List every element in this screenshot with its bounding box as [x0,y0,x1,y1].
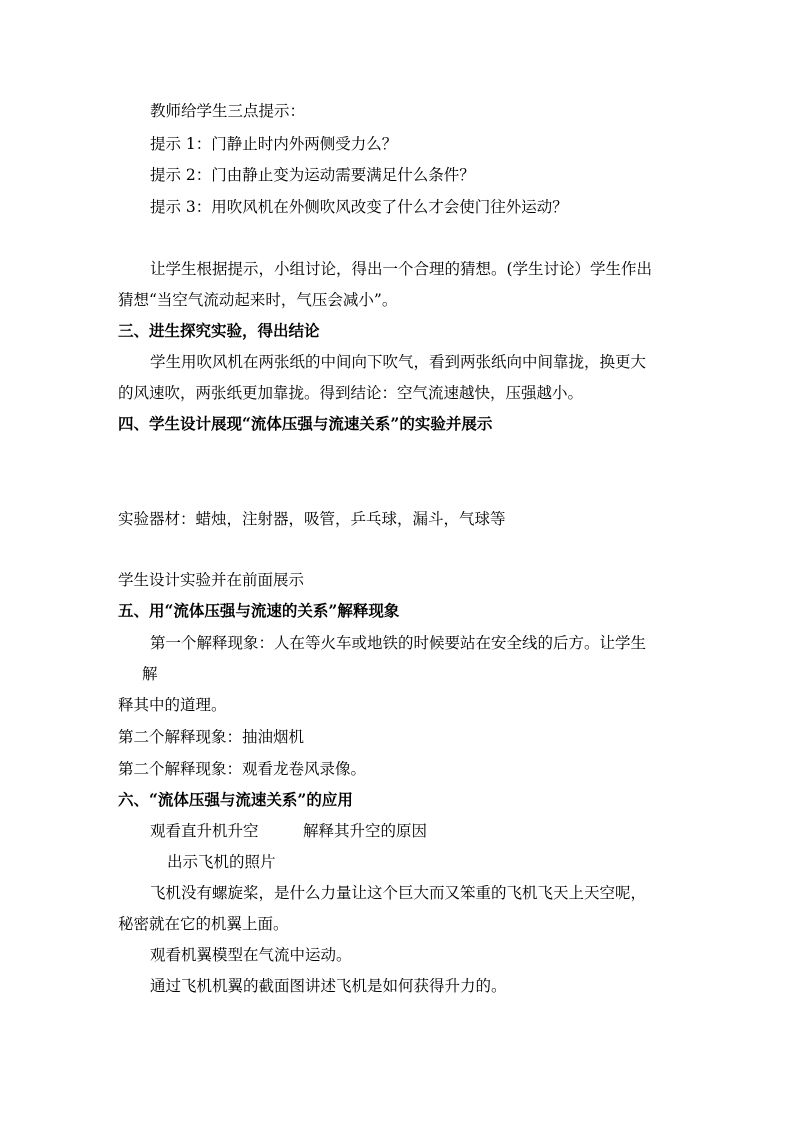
phenomenon-1-line-1: 第一个解释现象：人在等火车或地铁的时候要站在安全线的后方。让学生 [150,634,647,652]
application-1-left: 观看直升机升空 [150,822,259,840]
phenomenon-1-line-3: 释其中的道理。 [118,696,227,714]
tip-2: 提示 2：门由静止变为运动需要满足什么条件？ [150,166,475,184]
phenomenon-3-line: 第二个解释现象：观看龙卷风录像。 [118,760,367,778]
section-heading-5: 五、用“流体压强与流速的关系”解释现象 [118,601,400,620]
application-2-line: 出示飞机的照片 [167,853,276,871]
tip-1: 提示 1：门静止时内外两侧受力么？ [150,135,398,153]
application-3-line-2: 秘密就在它的机翼上面。 [118,915,289,933]
application-1-right: 解释其升空的原因 [303,822,428,840]
section-heading-6: 六、“流体压强与流速关系”的应用 [118,790,353,809]
experiment-line-2: 的风速吹，两张纸更加靠拢。得到结论：空气流速越快，压强越小。 [118,384,584,402]
phenomenon-2-line: 第二个解释现象：抽油烟机 [118,728,305,746]
experiment-line-1: 学生用吹风机在两张纸的中间向下吹气，看到两张纸向中间靠拢，换更大 [150,353,647,371]
application-5-line: 通过飞机机翼的截面图讲述飞机是如何获得升力的。 [150,977,507,995]
phenomenon-1-line-2: 解 [142,665,158,683]
section-heading-4: 四、学生设计展现“流体压强与流速关系”的实验并展示 [118,414,493,433]
tips-intro: 教师给学生三点提示： [150,102,306,120]
discussion-line-2: 猜想“当空气流动起来时，气压会减小”。 [118,291,398,309]
tip-3: 提示 3：用吹风机在外侧吹风改变了什么才会使门往外运动？ [150,198,568,216]
design-line: 学生设计实验并在前面展示 [118,571,305,589]
application-4-line: 观看机翼模型在气流中运动。 [150,946,352,964]
application-3-line-1: 飞机没有螺旋桨，是什么力量让这个巨大而又笨重的飞机飞天上天空呢， [150,884,647,902]
discussion-line-1: 让学生根据提示，小组讨论，得出一个合理的猜想。(学生讨论）学生作出 [150,260,653,278]
materials-line: 实验器材：蜡烛，注射器，吸管，乒乓球，漏斗，气球等 [118,510,506,528]
section-heading-3: 三、进生探究实验，得出结论 [118,321,320,340]
